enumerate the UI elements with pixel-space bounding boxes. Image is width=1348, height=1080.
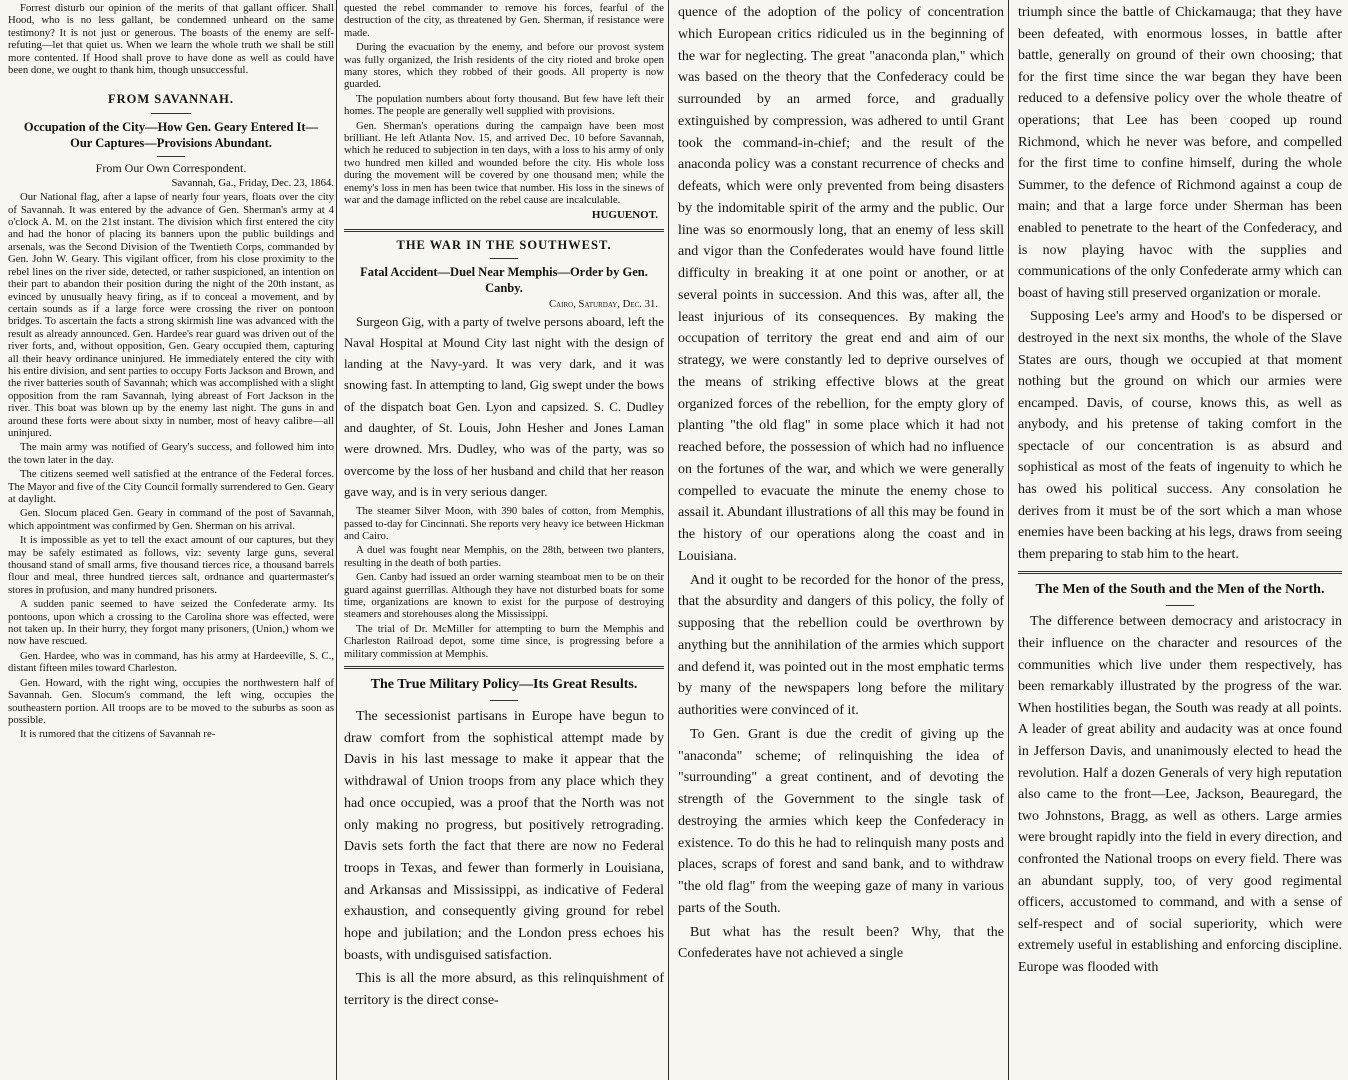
column-2	[338, 0, 668, 1080]
article-paragraph: Gen. Canby had issued an order warning steamboat men to be on their guard against guerrillas. Although they have not disturbed boats for some time, organizations are known to exist for the purpose of destroying steamers and storehouses along the Mississippi.	[344, 571, 664, 621]
article-paragraph: Gen. Sherman's operations during the campaign have been most brilliant. He left Atlanta Nov. 15, and arrived Dec. 10 before Savannah, which he reduced to subjection in ten days, with a loss to his army of only two hundred men killed and wounded before the city. His whole loss during the movement will be covered by one thousand men; while the enemy's loss in men has been twice that number. His loss in the sinews of war and the damage inflicted on the rebel cause are incalculable.	[344, 119, 664, 207]
article-paragraph: quested the rebel commander to remove his forces, fearful of the destruction of the city, as threatened by Gen. Sherman, if resistance were made.	[344, 2, 664, 39]
divider	[490, 700, 518, 701]
article-paragraph: The secessionist partisans in Europe have begun to draw comfort from the sophistical attempt made by Davis in his last message to make it appear that the withdrawal of Union troops from any place which they had once occupied, was a proof that the North was not only making no progress, but positively retrograding. Davis sets forth the fact that there are now no Federal troops in Texas, and fewer than formerly in Louisiana, and Arkansas and Mississippi, as indicative of Federal exhaustion, and consequently giving ground for rebel hope and jubilation; and the London press echoes his boasts, with undisguised satisfaction.	[344, 709, 664, 963]
correspondent-line: From Our Own Correspondent.	[95, 161, 247, 176]
article-paragraph: The citizens seemed well satisfied at the entrance of the Federal forces. The Mayor and five of the City Council formally surrendered to Gen. Geary at daylight.	[8, 468, 334, 505]
article-paragraph: Supposing Lee's army and Hood's to be dispersed or destroyed in the next six months, the whole of the Slave States are ours, though we occupied at that moment nothing but the ground on which our armies were encamped. Davis, of course, knows this, as well as anybody, and his pretense of taking comfort in the spectacle of our concentration is as absurd and sophistical as most of the feats of ingenuity to which he has owed his political success. Any consolation he derives from it must be of the sort which a man whose enemies have been backing at his legs, draws from seeing them preparing to stab him to the heart.	[1018, 309, 1342, 562]
article-paragraph: A duel was fought near Memphis, on the 28th, between two planters, resulting in the death of both parties.	[344, 544, 664, 569]
article-paragraph: Gen. Howard, with the right wing, occupies the northwestern half of Savannah. Gen. Slocum's command, the left wing, occupies the southeastern portion. All troops are to be moved to the suburbs as soon as possible.	[8, 676, 334, 726]
divider	[490, 258, 518, 259]
article-paragraph: The trial of Dr. McMiller for attempting to burn the Memphis and Charleston Railroad depot, some time since, is progressing before a military commission at Memphis.	[344, 622, 664, 660]
column-rule	[336, 0, 337, 1080]
dateline-cairo: Cairo, Saturday, Dec. 31.	[548, 297, 658, 310]
article-paragraph: The main army was notified of Geary's success, and followed him into the town later in the day.	[8, 441, 334, 466]
article-paragraph: The difference between democracy and aristocracy in their influence on the character and resources of the communities which live under them respectively, has been remarkably illustrated by the progress of the war. When hostilities began, the South was ready at all points. A leader of great ability and audacity was at once found in Jefferson Davis, and unanimously elected to head the revolution. Half a dozen Generals of very high reputation also came to the front—Lee, Jackson, Beauregard, the two Johnstons, Bragg, as well as others. Large armies were brought rapidly into the field in every direction, and confronted the National troops on every field. There was an abundant supply, too, of very good regimental officers, accustomed to command, and with a sense of self-respect and of social superiority, which were extremely useful in establishing and enforcing discipline. Europe was flooded with	[1018, 614, 1342, 975]
article-paragraph: Our National flag, after a lapse of nearly four years, floats over the city of Savannah. It was entered by the advance of Gen. Sherman's army at 4 o'clock A. M. on the 21st instant. The division which first entered the city and had the honor of placing its banners upon the public buildings and arsenals, was the Second Division of the Twentieth Corps, commanded by Gen. John W. Geary. This vigilant officer, from his close proximity to the rebel lines on the river side, detected, or rather suspicioned, an intention on their part to abandon their position during the night of the 20th instant, as evinced by unusually heavy firing, as if to conceal a movement, and by certain sounds as if a large force were crossing the river on pontoon bridges. To ascertain the facts a strong skirmish line was advanced with the result as already announced. Gen. Hardee's rear guard was driven out of the river forts, and, without opposition, Gen. Geary occupied them, capturing all their heavy ordinance uninjured. He immediately entered the city with his entire division, and sent parties to occupy Forts Jackson and Brown, and the river batteries south of Savannah; which was accomplished with a slight opposition from the ram Savannah, lying abreast of Fort Jackson in the river. This boat was blown up by the enemy last night. The guns in and around these forts were about sixty in number, most of heavy calibre—all uninjured.	[8, 191, 334, 439]
headline-southwest: Fatal Accident—Duel Near Memphis—Order by Gen. Canby.	[360, 264, 648, 295]
article-paragraph: Surgeon Gig, with a party of twelve persons aboard, left the Naval Hospital at Mound City last night with the design of landing at the Navy-yard. It was very dark, and it was snowing fast. In attempting to land, Gig swept under the bows of the dispatch boat Gen. Lyon and capsized. S. C. Dudley and daughter, of St. Louis, John Hesher and Jones Laman were drowned. Mrs. Dudley, who was of the party, was so overcome by the loss of her husband and child that her reason gave way, and is in very serious danger.	[344, 314, 664, 499]
article-paragraph: The steamer Silver Moon, with 390 bales of cotton, from Memphis, passed to-day for Cincinnati. She reports very heavy ice between Hickman and Cairo.	[344, 505, 664, 542]
dateline-savannah: Savannah, Ga., Friday, Dec. 23, 1864.	[171, 176, 334, 189]
article-paragraph: Gen. Slocum placed Gen. Geary in command of the post of Savannah, which appointment was confirmed by Gen. Sherman on his arrival.	[8, 507, 334, 532]
divider	[1166, 605, 1194, 606]
article-paragraph: triumph since the battle of Chickamauga; that they have been defeated, with enormous losses, in battle after battle, generally on ground of their own choosing; that for the first time since the war began they have been reduced to a defensive policy over the whole theatre of operations; that Lee has been cooped up round Richmond, which he never was before, and compelled for the first time to confine himself, during the whole Summer, to the defence of Richmond against a coup de main; and that a large force under Sherman has been enabled to penetrate to the heart of the Confederacy, and is now playing havoc with the supplies and communications of the only Confederate army which can boast of having still preserved organization or morale.	[1018, 5, 1342, 301]
column-1	[0, 0, 336, 1080]
divider	[1018, 571, 1342, 574]
article-paragraph: This is all the more absurd, as this relinquishment of territory is the direct conse-	[344, 971, 664, 1009]
headline-men-of-south: The Men of the South and the Men of the North.	[1035, 582, 1325, 598]
headline-military-policy: The True Military Policy—Its Great Results.	[370, 677, 638, 693]
article-paragraph: But what has the result been? Why, that the Confederates have not achieved a single	[678, 924, 1004, 962]
column-rule	[1008, 0, 1009, 1080]
divider	[151, 113, 191, 114]
article-paragraph: During the evacuation by the enemy, and before our provost system was fully organized, the Irish residents of the city rioted and broke open many stores, which they robbed of their goods. All property is now guarded.	[344, 41, 664, 91]
article-paragraph: To Gen. Grant is due the credit of giving up the "anaconda" scheme; of relinquishing the idea of "surrounding" a great continent, and of devoting the strength of the Government to the single task of destroying the armies which keep the Confederacy in existence. To do this he had to relinquish many posts and places, scraps of forest and sand bank, and to withdraw "the old flag" from the weeping gaze of many in various parts of the South.	[678, 726, 1004, 916]
signature: HUGUENOT.	[591, 208, 658, 221]
section-title-southwest: THE WAR IN THE SOUTHWEST.	[396, 237, 612, 252]
divider	[157, 156, 185, 157]
article-paragraph: And it ought to be recorded for the honor of the press, that the absurdity and dangers of this policy, the folly of supposing that the rebellion could be overthrown by anything but the annihilation of the armies which support and defend it, was pointed out in the most emphatic terms by many of the newspapers long before the military authorities were convinced of it.	[678, 572, 1004, 718]
article-paragraph: It is rumored that the citizens of Savannah re-	[20, 728, 216, 741]
intro-paragraph: Forrest disturb our opinion of the merits of that gallant officer. Shall Hood, who is no less gallant, be condemned unheard on the same testimony? It is not just or generous. The boasts of the enemy are self-refuting—let that quiet us. When we learn the whole truth we shall be still more contented. If Hood shall prove to have done as well as could have been done, we ought to thank him, though unsuccessful.	[8, 2, 334, 77]
article-paragraph: It is impossible as yet to tell the exact amount of our captures, but they may be safely estimated as follows, viz: seventy large guns, several thousand stand of small arms, five thousand tierces rice, a thousand barrels flour and meal, three hundred tierces salt, ordnance and quartermaster's stores in profusion, and many hundred prisoners.	[8, 534, 334, 596]
column-rule	[668, 0, 669, 1080]
article-paragraph: Gen. Hardee, who was in command, has his army at Hardeeville, S. C., distant fifteen miles toward Charleston.	[8, 649, 334, 675]
divider	[344, 666, 664, 669]
article-paragraph: The population numbers about forty thousand. But few have left their homes. The people are generally well supplied with provisions.	[344, 92, 664, 118]
column-4	[1010, 0, 1348, 1080]
article-paragraph: A sudden panic seemed to have seized the Confederate army. Its pontoons, upon which a crossing to the Carolina shore was effected, were not taken up. In their hurry, they forgot many prisoners, (Union,) whom we now have rescued.	[8, 598, 334, 648]
headline-savannah: Occupation of the City—How Gen. Geary Entered It—Our Captures—Provisions Abundant.	[23, 120, 319, 151]
section-title-savannah: FROM SAVANNAH.	[107, 92, 235, 107]
article-paragraph: quence of the adoption of the policy of concentration which European critics ridiculed us in the beginning of the war for neglecting. The great "anaconda plan," which was based on the theory that the Confederacy could be surrounded by an armed force, and gradually extinguished by compression, was adhered to until Grant took the command-in-chief; and the result of the anaconda policy was a constant recurrence of checks and defeats, which were only prevented from being disasters by the indomitable spirit of the army and the public. Our line was so enormously long, that an enemy of less skill and vigor than the Confederates would have found little difficulty in breaking it at one point or another, or at several points in succession. And this was, after all, the least injurious of its consequences. By making the occupation of territory the great end and aim of our strategy, we were constantly led to deprive ourselves of the means of striking effective blows at the great organized forces of the rebellion, for the empty glory of planting "the old flag" in some place which it had not reached before, the possession of which had no influence on the fortunes of the war, and which we were generally compelled to evacuate the minute the enemy chose to assail it. Abundant illustrations of all this may be found in the history of our operations along the coast and in Louisiana.	[678, 5, 1004, 564]
column-3	[670, 0, 1008, 1080]
divider	[344, 229, 664, 232]
